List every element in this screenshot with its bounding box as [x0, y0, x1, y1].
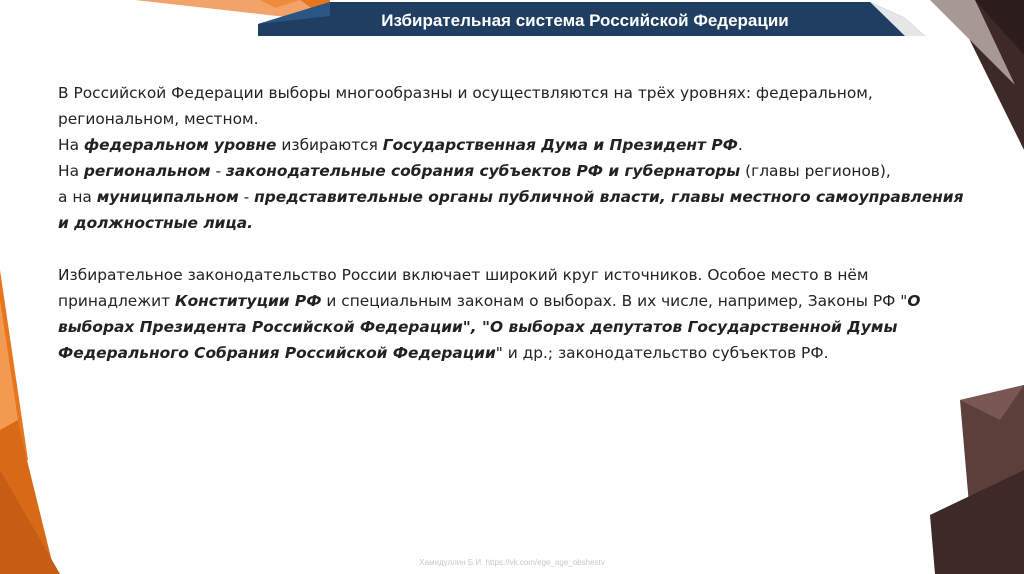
- federal-prefix: На: [58, 136, 84, 154]
- slide-title: Избирательная система Российской Федерации: [381, 11, 789, 30]
- federal-level-term: федеральном уровне: [83, 136, 277, 154]
- federal-bodies-term: Государственная Дума и Президент РФ: [382, 136, 738, 154]
- paragraph-levels-intro: [58, 80, 978, 132]
- paragraph-spacer: [58, 236, 978, 262]
- municipal-bodies-term: представительные органы публичной власти, главы местного самоуправления и должностные лица.: [58, 188, 964, 232]
- federal-middle: избираются: [276, 136, 383, 154]
- legislation-prefix: Избирательное законодательство России включает широкий круг источников. Особое место в нём принадлежит: [58, 266, 869, 310]
- federal-suffix: .: [737, 136, 743, 154]
- regional-dash: -: [210, 162, 226, 180]
- municipal-prefix: а на: [58, 188, 97, 206]
- footer-credit: Хамидуллин Б.И. https://vk.com/ege_oge_obshestv: [419, 558, 605, 567]
- laws-titles-term: О выборах Президента Российской Федерации", "О выборах депутатов Государственной Думы Федерального Собрания Российской Федерации: [58, 292, 921, 362]
- regional-level-term: региональном: [83, 162, 211, 180]
- left-orange-shard-light: [0, 300, 18, 430]
- paragraph-municipal: [58, 184, 978, 236]
- constitution-term: Конституции РФ: [175, 292, 322, 310]
- municipal-dash: -: [238, 188, 255, 206]
- paragraph-legislation: [58, 262, 978, 366]
- legislation-middle: и специальным законам о выборах. В их числе, например, Законы РФ ": [321, 292, 908, 310]
- regional-bodies-term: законодательные собрания субъектов РФ и губернаторы: [225, 162, 741, 180]
- paragraph-federal: [58, 132, 978, 158]
- paragraph-regional: [58, 158, 978, 184]
- regional-prefix: На: [58, 162, 84, 180]
- slide-body: [58, 80, 978, 366]
- levels-intro-text: В Российской Федерации выборы многообразны и осуществляются на трёх уровнях: федеральном, региональном, местном.: [58, 84, 873, 128]
- legislation-suffix: " и др.; законодательство субъектов РФ.: [495, 344, 829, 362]
- regional-suffix: (главы регионов),: [740, 162, 891, 180]
- municipal-level-term: муниципальном: [96, 188, 239, 206]
